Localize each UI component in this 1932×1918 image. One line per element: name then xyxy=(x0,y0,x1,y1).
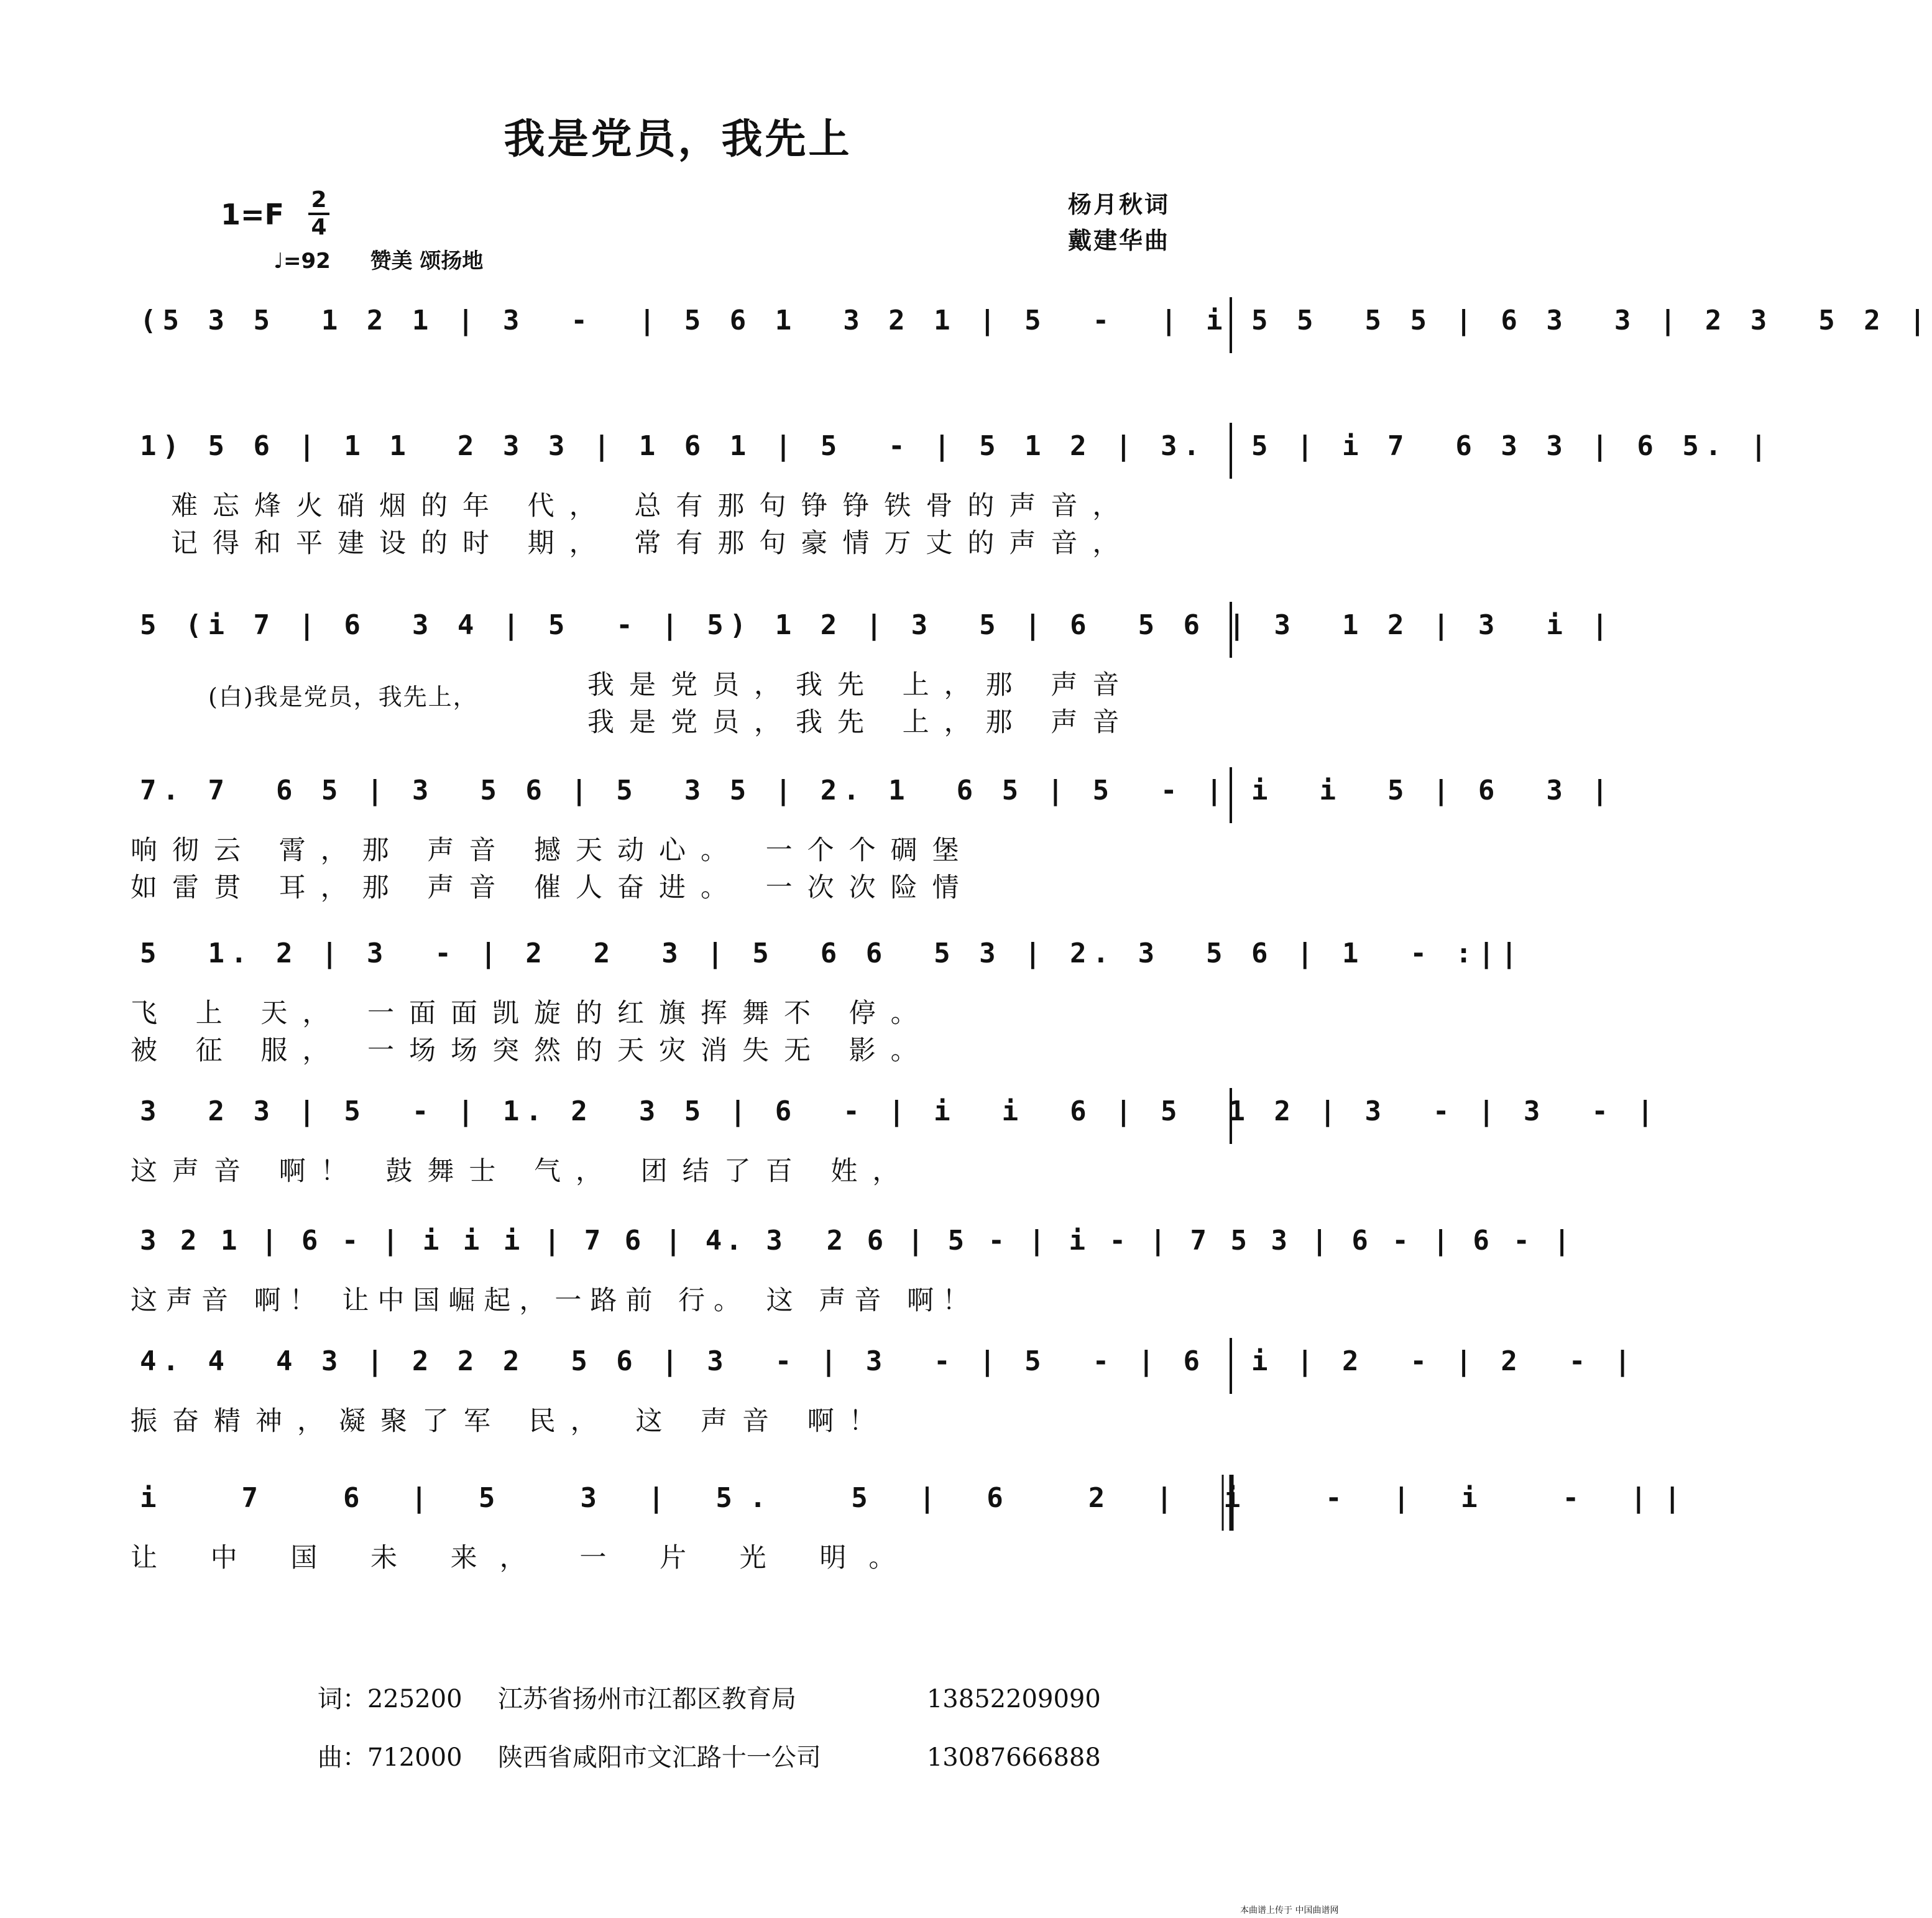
lyric-verse-1: 响彻云 霄，那 声音 撼天动心。 一个个碉堡 xyxy=(131,835,974,866)
site-credit: 本曲谱上传于 中国曲谱网 xyxy=(1240,1906,1339,1916)
lyric-verse-1: 这声音 啊！ 鼓舞士 气， 团结了百 姓， xyxy=(131,1156,914,1187)
lyricist-credit: 杨月秋词 xyxy=(1068,191,1171,218)
score-system-9 xyxy=(127,1468,1698,1574)
score-system-1 xyxy=(127,291,1932,359)
notation-line: 5 1. 2 | 3 - | 2 2 3 | 5 6 6 5 3 | 2. 3 5 6 | 1 - :|| xyxy=(140,938,1524,969)
lyric-verse-1: 难忘烽火硝烟的年 代， 总有那句铮铮铁骨的声音， xyxy=(171,491,1134,522)
lyric-verse-1: 这声音 啊！ 让中国崛起，一路前 行。 这 声音 啊！ xyxy=(131,1285,978,1316)
lyric-verse-1: 我是党员，我先 上，那 声音 xyxy=(587,670,1134,701)
page-title: 我是党员，我先上 xyxy=(504,114,852,163)
score-system-8 xyxy=(127,1332,1637,1437)
key-signature: 1=F xyxy=(221,198,284,231)
lyric-verse-2: 被 征 服， 一场场突然的天灾消失无 影。 xyxy=(131,1035,932,1066)
tempo-value: ♩=92 xyxy=(274,249,331,274)
score-system-4 xyxy=(127,761,1614,904)
score-system-3 xyxy=(127,596,1614,739)
notation-line: 3 2 3 | 5 - | 1. 2 3 5 | 6 - | i i 6 | 5 1 2 | 3 - | 3 - | xyxy=(140,1095,1660,1127)
expression-marking: 赞美 颂扬地 xyxy=(370,249,484,274)
composer-address: 陕西省咸阳市文汇路十一公司 xyxy=(497,1743,821,1772)
contact-footer xyxy=(286,1651,1101,1772)
lyric-verse-1: 让 中 国 未 来， 一 片 光 明。 xyxy=(131,1542,918,1574)
lyric-verse-2: 记得和平建设的时 期， 常有那句豪情万丈的声音， xyxy=(171,528,1134,559)
lyricist-phone: 13852209090 xyxy=(926,1685,1101,1713)
time-signature xyxy=(308,189,329,239)
composer-contact xyxy=(286,1709,1101,1772)
lyric-verse-1: 飞 上 天， 一面面凯旋的红旗挥舞不 停。 xyxy=(131,998,932,1029)
notation-line: (5 3 5 1 2 1 | 3 - | 5 6 1 3 2 1 | 5 - | i 5 5 5 5 | 6 3 3 | 2 3 5 2 | xyxy=(140,305,1932,336)
notation-line: 1) 5 6 | 1 1 2 3 3 | 1 6 1 | 5 - | 5 1 2 | 3. 5 | i 7 6 3 3 | 6 5. | xyxy=(140,430,1773,462)
time-signature-bottom: 4 xyxy=(311,214,327,240)
notation-line: 3 2 1 | 6 - | i i i | 7 6 | 4. 3 2 6 | 5 - | i - | 7 5 3 | 6 - | 6 - | xyxy=(140,1225,1574,1256)
spoken-line: (白)我是党员，我先上， xyxy=(208,683,478,711)
composer-phone: 13087666888 xyxy=(926,1743,1101,1772)
time-signature-top: 2 xyxy=(311,187,327,213)
lyric-verse-2: 如雷贯 耳，那 声音 催人奋进。 一次次险情 xyxy=(131,872,974,903)
lyricist-postcode: 词：225200 xyxy=(317,1685,462,1713)
score-system-5 xyxy=(127,924,1524,1067)
lyricist-contact xyxy=(286,1651,1101,1713)
notation-line: i 7 6 | 5 3 | 5. 5 | 6 2 | i - | i - || xyxy=(140,1482,1698,1514)
tempo-marking xyxy=(274,244,483,274)
lyric-verse-2: 我是党员，我先 上，那 声音 xyxy=(587,707,1134,738)
lyric-verse-1: 振奋精神，凝聚了军 民， 这 声音 啊！ xyxy=(131,1406,891,1437)
lyricist-address: 江苏省扬州市江都区教育局 xyxy=(497,1685,796,1713)
notation-line: 5 (i 7 | 6 3 4 | 5 - | 5) 1 2 | 3 5 | 6 5 6 | 3 1 2 | 3 i | xyxy=(140,609,1614,641)
notation-line: 7. 7 6 5 | 3 5 6 | 5 3 5 | 2. 1 6 5 | 5 - | i i 5 | 6 3 | xyxy=(140,775,1614,806)
score-system-6 xyxy=(127,1082,1660,1187)
composer-postcode: 曲：712000 xyxy=(317,1743,462,1772)
score-system-2 xyxy=(127,417,1773,560)
notation-line: 4. 4 4 3 | 2 2 2 5 6 | 3 - | 3 - | 5 - | 6 i | 2 - | 2 - | xyxy=(140,1345,1637,1377)
composer-credit: 戴建华曲 xyxy=(1068,227,1171,254)
score-system-7 xyxy=(127,1211,1574,1317)
